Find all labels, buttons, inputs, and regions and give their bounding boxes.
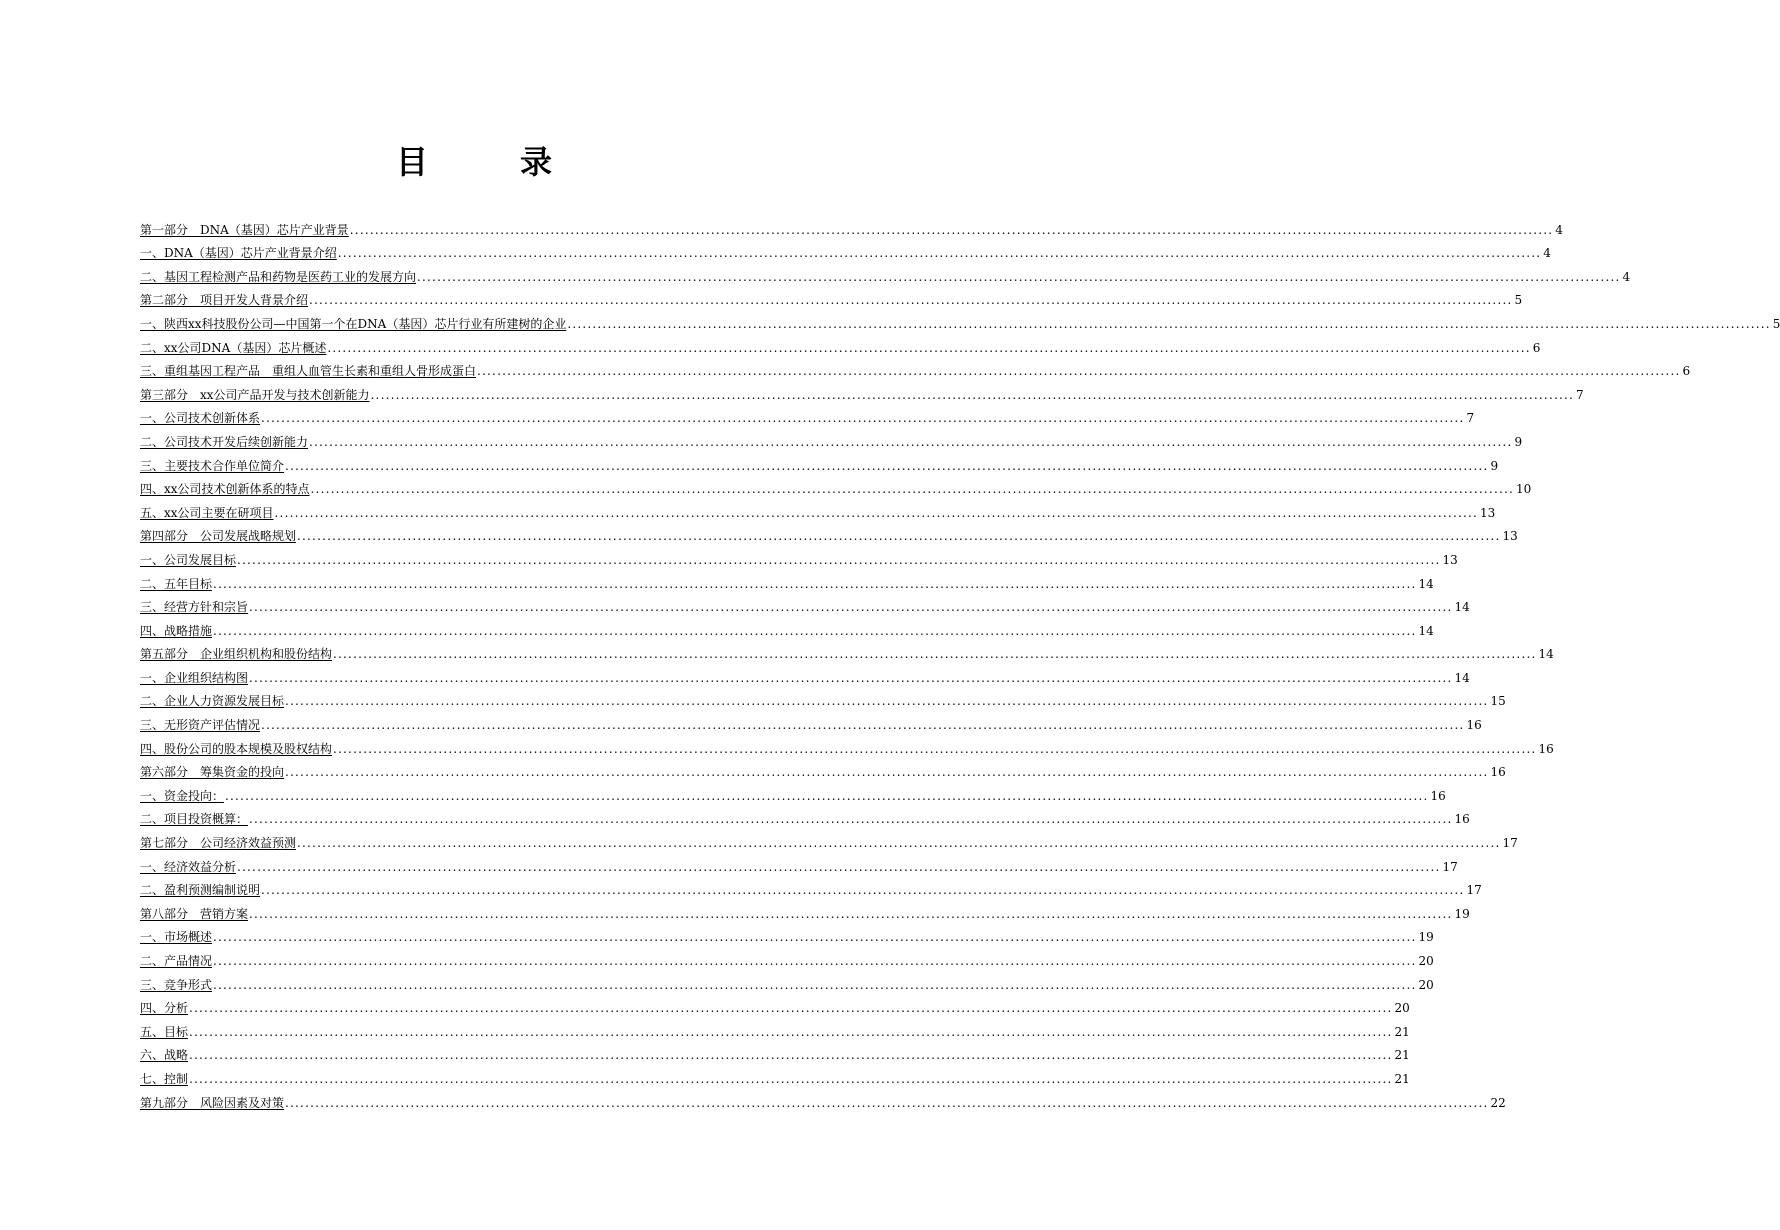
toc-entry[interactable] bbox=[140, 592, 1470, 616]
toc-entry-label[interactable]: 二、基因工程检测产品和药物是医药工业的发展方向 bbox=[140, 269, 417, 284]
toc-entry-page-number: 17 bbox=[1442, 859, 1458, 874]
toc-dot-leader: ................................................................................................................................................................................................................................................ bbox=[237, 859, 1441, 874]
toc-entry-page-number: 16 bbox=[1490, 765, 1506, 780]
toc-entry[interactable] bbox=[140, 969, 1434, 993]
toc-entry[interactable] bbox=[140, 804, 1470, 828]
toc-dot-leader: ................................................................................................................................................................................................................................................ bbox=[189, 1048, 1393, 1063]
toc-entry-page-number: 4 bbox=[1622, 269, 1631, 284]
toc-dot-leader: ................................................................................................................................................................................................................................................ bbox=[189, 1001, 1393, 1016]
toc-dot-leader: ................................................................................................................................................................................................................................................ bbox=[309, 434, 1513, 449]
toc-dot-leader: ................................................................................................................................................................................................................................................ bbox=[213, 576, 1417, 591]
toc-entry[interactable] bbox=[140, 686, 1506, 710]
toc-entry-label[interactable]: 二、公司技术开发后续创新能力 bbox=[140, 434, 309, 449]
toc-dot-leader: ................................................................................................................................................................................................................................................ bbox=[333, 647, 1537, 662]
toc-entry-label[interactable]: 一、企业组织结构图 bbox=[140, 670, 249, 685]
toc-entry-label[interactable]: 一、公司发展目标 bbox=[140, 552, 237, 567]
toc-dot-leader: ................................................................................................................................................................................................................................................ bbox=[285, 458, 1489, 473]
toc-entry[interactable] bbox=[140, 993, 1410, 1017]
toc-entry-label[interactable]: 四、分析 bbox=[140, 1001, 189, 1016]
toc-entry-page-number: 10 bbox=[1516, 482, 1532, 497]
toc-entry-label[interactable]: 二、企业人力资源发展目标 bbox=[140, 694, 285, 709]
toc-entry-label[interactable]: 四、战略措施 bbox=[140, 623, 213, 638]
toc-entry[interactable] bbox=[140, 379, 1584, 403]
toc-dot-leader: ................................................................................................................................................................................................................................................ bbox=[285, 1095, 1489, 1110]
toc-entry[interactable] bbox=[140, 403, 1475, 427]
toc-dot-leader: ................................................................................................................................................................................................................................................ bbox=[249, 600, 1453, 615]
toc-entry[interactable] bbox=[140, 332, 1541, 356]
toc-entry-page-number: 16 bbox=[1466, 718, 1482, 733]
toc-entry-page-number: 14 bbox=[1454, 600, 1470, 615]
toc-dot-leader: ................................................................................................................................................................................................................................................ bbox=[261, 883, 1465, 898]
toc-entry-label[interactable]: 七、控制 bbox=[140, 1071, 189, 1086]
toc-entry-label[interactable]: 三、重组基因工程产品 重组人血管生长素和重组人骨形成蛋白 bbox=[140, 364, 477, 379]
toc-dot-leader: ................................................................................................................................................................................................................................................ bbox=[297, 836, 1501, 851]
toc-dot-leader: ................................................................................................................................................................................................................................................ bbox=[237, 552, 1441, 567]
toc-entry-page-number: 20 bbox=[1418, 954, 1434, 968]
toc-entry-page-number: 13 bbox=[1502, 529, 1518, 544]
toc-dot-leader: ................................................................................................................................................................................................................................................ bbox=[213, 977, 1417, 992]
toc-entry-page-number: 9 bbox=[1514, 434, 1523, 449]
toc-entry[interactable] bbox=[140, 356, 1691, 380]
toc-entry-label[interactable]: 第八部分 营销方案 bbox=[140, 906, 249, 921]
toc-list bbox=[140, 214, 1780, 1111]
toc-entry-page-number: 22 bbox=[1490, 1095, 1506, 1110]
toc-entry-page-number: 20 bbox=[1394, 1001, 1410, 1016]
toc-entry[interactable] bbox=[140, 709, 1482, 733]
toc-entry-page-number: 5 bbox=[1514, 293, 1523, 308]
toc-entry[interactable] bbox=[140, 827, 1518, 851]
toc-dot-leader: ................................................................................................................................................................................................................................................ bbox=[189, 1024, 1393, 1039]
toc-entry[interactable] bbox=[140, 261, 1631, 285]
toc-dot-leader: ................................................................................................................................................................................................................................................ bbox=[225, 788, 1429, 803]
toc-entry-page-number: 17 bbox=[1466, 883, 1482, 898]
toc-entry-label[interactable]: 四、xx公司技术创新体系的特点 bbox=[140, 482, 310, 497]
toc-entry-label[interactable]: 第一部分 DNA（基因）芯片产业背景 bbox=[140, 222, 349, 237]
toc-dot-leader: ................................................................................................................................................................................................................................................ bbox=[567, 316, 1771, 331]
toc-entry-label[interactable]: 一、陕西xx科技股份公司—中国第一个在DNA（基因）芯片行业有所建树的企业 bbox=[140, 316, 567, 331]
toc-entry[interactable] bbox=[140, 1016, 1410, 1040]
toc-dot-leader: ................................................................................................................................................................................................................................................ bbox=[249, 906, 1453, 921]
toc-entry-label[interactable]: 第五部分 企业组织机构和股份结构 bbox=[140, 647, 333, 662]
toc-entry-label[interactable]: 三、经营方针和宗旨 bbox=[140, 600, 249, 615]
toc-entry-page-number: 16 bbox=[1454, 812, 1470, 827]
toc-dot-leader: ................................................................................................................................................................................................................................................ bbox=[261, 718, 1465, 733]
toc-entry-label[interactable]: 一、经济效益分析 bbox=[140, 859, 237, 874]
toc-entry-label[interactable]: 三、无形资产评估情况 bbox=[140, 718, 261, 733]
toc-dot-leader: ................................................................................................................................................................................................................................................ bbox=[333, 741, 1537, 756]
toc-dot-leader: ................................................................................................................................................................................................................................................ bbox=[327, 340, 1531, 355]
toc-entry-label[interactable]: 二、产品情况 bbox=[140, 954, 213, 968]
toc-dot-leader: ................................................................................................................................................................................................................................................ bbox=[285, 765, 1489, 780]
toc-entry[interactable] bbox=[140, 544, 1458, 568]
toc-dot-leader: ................................................................................................................................................................................................................................................ bbox=[285, 694, 1489, 709]
toc-entry[interactable] bbox=[140, 497, 1496, 521]
toc-entry-page-number: 13 bbox=[1480, 505, 1496, 520]
toc-entry-label[interactable]: 五、目标 bbox=[140, 1024, 189, 1039]
toc-entry[interactable] bbox=[140, 474, 1532, 498]
toc-entry-label[interactable]: 第七部分 公司经济效益预测 bbox=[140, 836, 297, 851]
toc-entry-label[interactable]: 二、五年目标 bbox=[140, 576, 213, 591]
toc-entry-label[interactable]: 第二部分 项目开发人背景介绍 bbox=[140, 293, 309, 308]
toc-dot-leader: ................................................................................................................................................................................................................................................ bbox=[274, 505, 1479, 520]
toc-entry[interactable] bbox=[140, 922, 1434, 946]
toc-dot-leader: ................................................................................................................................................................................................................................................ bbox=[213, 930, 1417, 945]
toc-entry[interactable] bbox=[140, 898, 1470, 922]
toc-entry-page-number: 19 bbox=[1454, 906, 1470, 921]
toc-entry-label[interactable]: 二、项目投资概算： bbox=[140, 812, 249, 827]
toc-entry-label[interactable]: 三、竞争形式 bbox=[140, 977, 213, 992]
toc-entry[interactable] bbox=[140, 1087, 1506, 1111]
toc-title-char-1: 目 bbox=[395, 143, 430, 181]
toc-entry-page-number: 14 bbox=[1418, 576, 1434, 591]
toc-dot-leader: ................................................................................................................................................................................................................................................ bbox=[309, 293, 1513, 308]
toc-dot-leader: ................................................................................................................................................................................................................................................ bbox=[349, 222, 1554, 237]
toc-entry-label[interactable]: 一、市场概述 bbox=[140, 930, 213, 945]
toc-entry-page-number: 9 bbox=[1490, 458, 1499, 473]
toc-entry[interactable] bbox=[140, 214, 1563, 238]
toc-entry-page-number: 7 bbox=[1466, 411, 1475, 426]
toc-entry-label[interactable]: 一、DNA（基因）芯片产业背景介绍 bbox=[140, 246, 337, 261]
toc-entry-label[interactable]: 五、xx公司主要在研项目 bbox=[140, 505, 274, 520]
toc-entry[interactable] bbox=[140, 780, 1446, 804]
toc-entry[interactable] bbox=[140, 851, 1458, 875]
toc-entry-page-number: 4 bbox=[1555, 222, 1563, 237]
toc-entry-label[interactable]: 四、股份公司的股本规模及股权结构 bbox=[140, 741, 333, 756]
toc-entry[interactable] bbox=[140, 238, 1551, 262]
toc-entry[interactable] bbox=[140, 875, 1482, 899]
toc-dot-leader: ................................................................................................................................................................................................................................................ bbox=[249, 812, 1453, 827]
toc-entry-label[interactable]: 第九部分 风险因素及对策 bbox=[140, 1095, 285, 1110]
toc-entry[interactable] bbox=[140, 662, 1470, 686]
toc-entry[interactable] bbox=[140, 757, 1506, 781]
toc-dot-leader: ................................................................................................................................................................................................................................................ bbox=[337, 246, 1542, 261]
toc-entry-label[interactable]: 第三部分 xx公司产品开发与技术创新能力 bbox=[140, 387, 370, 402]
toc-entry-label[interactable]: 二、盈利预测编制说明 bbox=[140, 883, 261, 898]
toc-title-char-2: 录 bbox=[520, 143, 555, 181]
toc-entry-page-number: 4 bbox=[1543, 246, 1551, 261]
toc-dot-leader: ................................................................................................................................................................................................................................................ bbox=[189, 1071, 1393, 1086]
toc-entry-page-number: 6 bbox=[1532, 340, 1541, 355]
toc-entry-label[interactable]: 二、xx公司DNA（基因）芯片概述 bbox=[140, 340, 327, 355]
toc-entry[interactable] bbox=[140, 285, 1523, 309]
toc-entry[interactable] bbox=[140, 308, 1780, 332]
toc-dot-leader: ................................................................................................................................................................................................................................................ bbox=[261, 411, 1465, 426]
toc-entry-page-number: 15 bbox=[1490, 694, 1506, 709]
toc-entry-label[interactable]: 一、公司技术创新体系 bbox=[140, 411, 261, 426]
toc-entry-page-number: 13 bbox=[1442, 552, 1458, 567]
toc-entry-page-number: 20 bbox=[1418, 977, 1434, 992]
toc-entry-page-number: 14 bbox=[1538, 647, 1554, 662]
toc-entry[interactable] bbox=[140, 733, 1554, 757]
toc-title bbox=[0, 140, 950, 184]
toc-entry-page-number: 21 bbox=[1394, 1048, 1410, 1063]
toc-dot-leader: ................................................................................................................................................................................................................................................ bbox=[310, 482, 1515, 497]
toc-entry-page-number: 14 bbox=[1454, 670, 1470, 685]
toc-dot-leader: ................................................................................................................................................................................................................................................ bbox=[213, 623, 1417, 638]
toc-entry-label[interactable]: 第六部分 筹集资金的投向 bbox=[140, 765, 285, 780]
toc-entry-label[interactable]: 第四部分 公司发展战略规划 bbox=[140, 529, 297, 544]
toc-dot-leader: ................................................................................................................................................................................................................................................ bbox=[370, 387, 1575, 402]
toc-entry-label[interactable]: 一、资金投向： bbox=[140, 788, 225, 803]
toc-entry-page-number: 21 bbox=[1394, 1071, 1410, 1086]
toc-entry[interactable] bbox=[140, 1040, 1410, 1064]
toc-entry[interactable] bbox=[140, 426, 1523, 450]
toc-entry-page-number: 16 bbox=[1430, 788, 1446, 803]
toc-entry-page-number: 6 bbox=[1682, 364, 1691, 379]
toc-entry-label[interactable]: 六、战略 bbox=[140, 1048, 189, 1063]
toc-entry[interactable] bbox=[140, 615, 1434, 639]
toc-entry-page-number: 16 bbox=[1538, 741, 1554, 756]
toc-entry-page-number: 5 bbox=[1772, 316, 1780, 331]
toc-entry-label[interactable]: 三、主要技术合作单位简介 bbox=[140, 458, 285, 473]
toc-entry-page-number: 21 bbox=[1394, 1024, 1410, 1039]
toc-dot-leader: ................................................................................................................................................................................................................................................ bbox=[477, 364, 1681, 379]
toc-dot-leader: ................................................................................................................................................................................................................................................ bbox=[417, 269, 1621, 284]
toc-entry-page-number: 19 bbox=[1418, 930, 1434, 945]
toc-entry[interactable] bbox=[140, 945, 1434, 969]
toc-entry[interactable] bbox=[140, 450, 1499, 474]
toc-entry-page-number: 7 bbox=[1576, 387, 1584, 402]
toc-entry[interactable] bbox=[140, 568, 1434, 592]
toc-entry-page-number: 14 bbox=[1418, 623, 1434, 638]
toc-entry[interactable] bbox=[140, 521, 1518, 545]
toc-dot-leader: ................................................................................................................................................................................................................................................ bbox=[213, 954, 1417, 968]
toc-entry[interactable] bbox=[140, 639, 1554, 663]
toc-dot-leader: ................................................................................................................................................................................................................................................ bbox=[297, 529, 1501, 544]
toc-dot-leader: ................................................................................................................................................................................................................................................ bbox=[249, 670, 1453, 685]
toc-entry-page-number: 17 bbox=[1502, 836, 1518, 851]
toc-entry[interactable] bbox=[140, 1063, 1410, 1087]
